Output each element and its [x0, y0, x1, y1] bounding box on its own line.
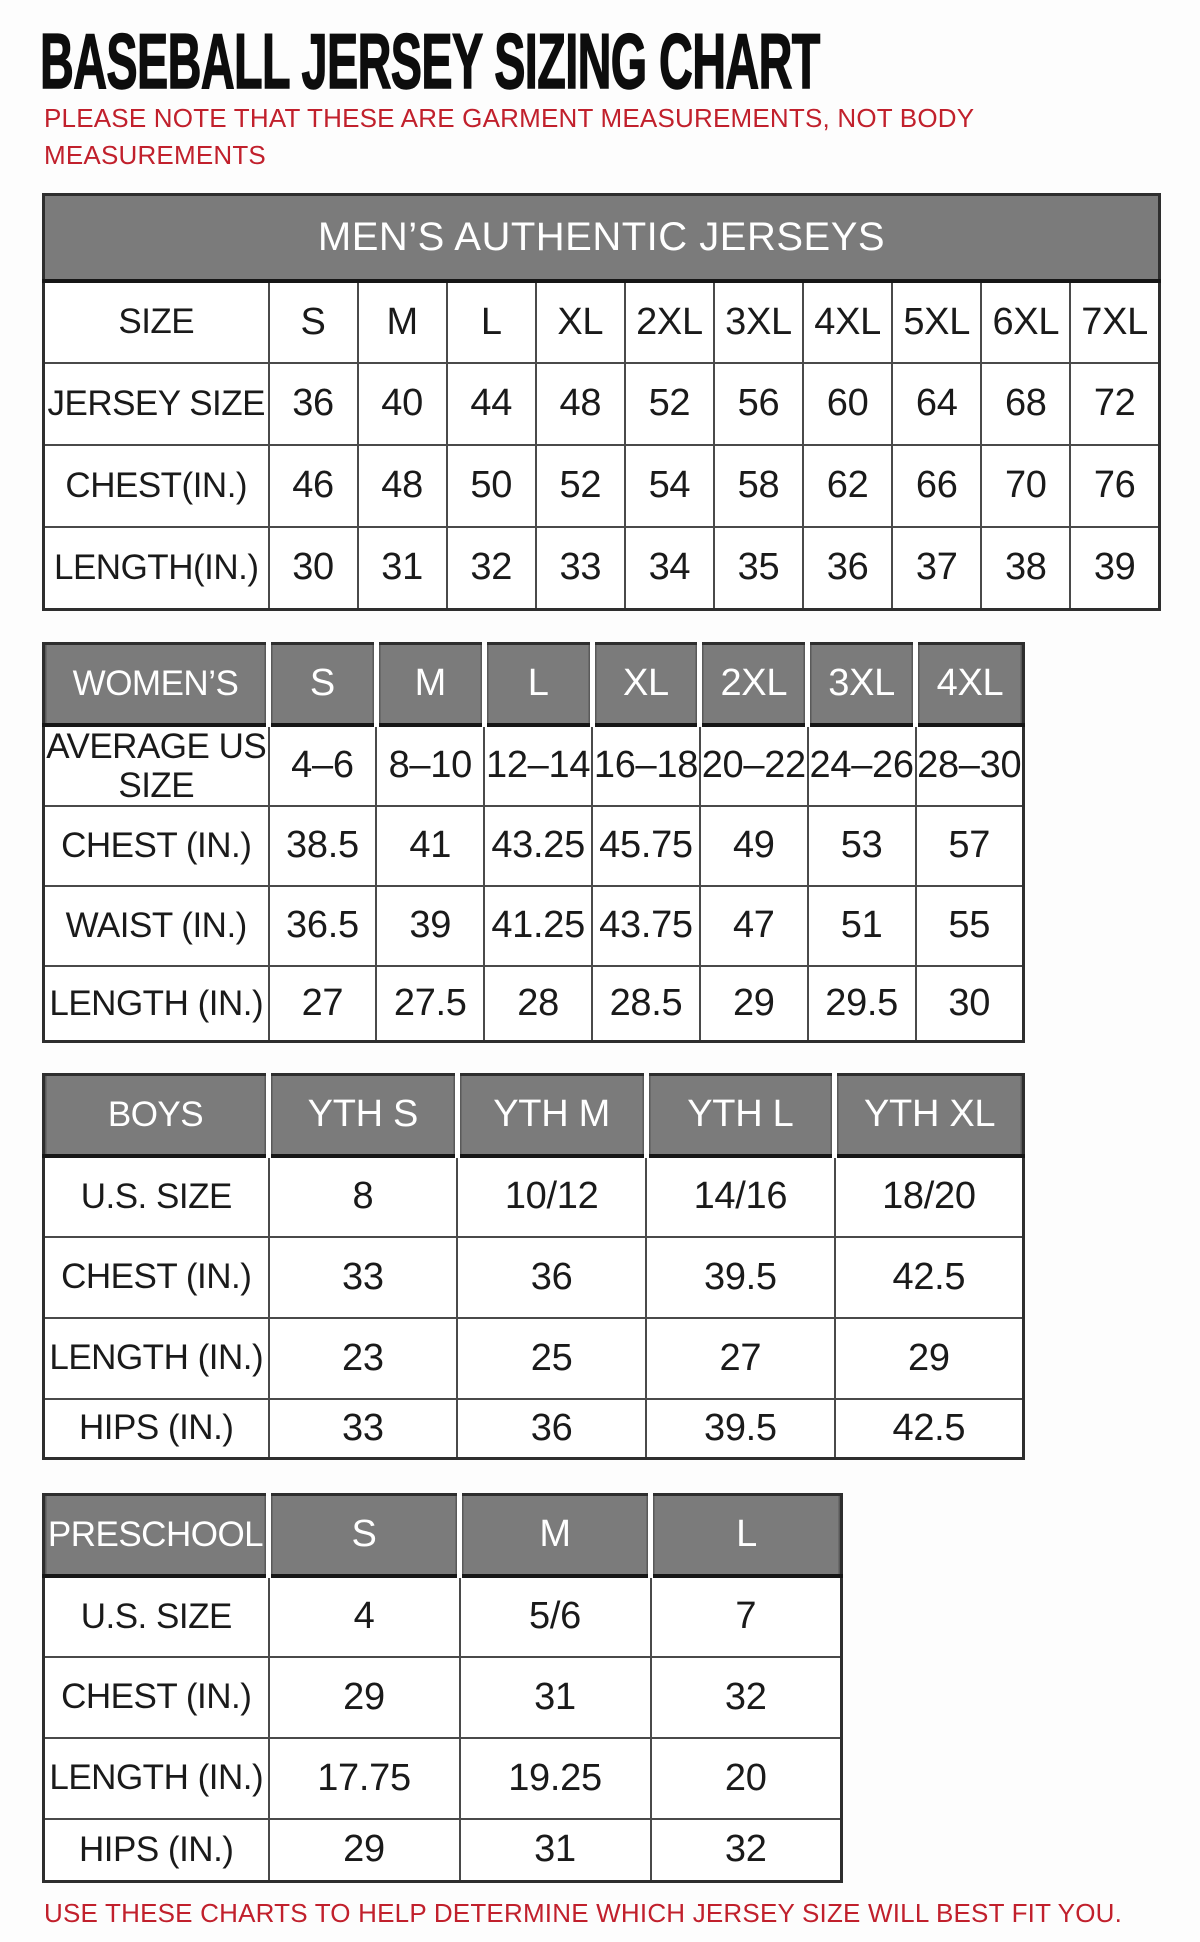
- row-label: AVERAGE US SIZE: [44, 725, 269, 806]
- col-header-cell: 3XL: [808, 644, 916, 725]
- data-cell: 32: [447, 527, 536, 610]
- measurement-note: PLEASE NOTE THAT THESE ARE GARMENT MEASUREMENTS, NOT BODY MEASUREMENTS: [44, 103, 974, 170]
- data-cell: 50: [447, 445, 536, 527]
- page-title: [40, 17, 1200, 105]
- data-cell: 49: [700, 806, 808, 886]
- data-cell: 27.5: [376, 966, 484, 1042]
- row-label: WAIST (IN.): [44, 886, 269, 966]
- table-row: [44, 527, 1160, 610]
- data-cell: 27: [646, 1318, 835, 1399]
- data-cell: 42.5: [835, 1399, 1024, 1459]
- data-cell: 54: [625, 445, 714, 527]
- data-cell: 41: [376, 806, 484, 886]
- row-label: JERSEY SIZE: [44, 363, 269, 445]
- data-cell: 45.75: [592, 806, 700, 886]
- data-cell: 66: [892, 445, 981, 527]
- data-cell: 42.5: [835, 1237, 1024, 1318]
- col-header-cell: 2XL: [700, 644, 808, 725]
- col-header-cell: M: [358, 281, 447, 363]
- data-cell: 48: [536, 363, 625, 445]
- mens-table-title: MEN’S AUTHENTIC JERSEYS: [44, 195, 1160, 281]
- table-row: [44, 1657, 842, 1738]
- data-cell: 23: [269, 1318, 458, 1399]
- data-cell: 36: [269, 363, 358, 445]
- data-cell: 31: [358, 527, 447, 610]
- row-label: LENGTH (IN.): [44, 1738, 269, 1819]
- data-cell: 28: [484, 966, 592, 1042]
- data-cell: 47: [700, 886, 808, 966]
- row-label: LENGTH(IN.): [44, 527, 269, 610]
- data-cell: 4–6: [269, 725, 377, 806]
- data-cell: 30: [916, 966, 1024, 1042]
- boys-header-row: [44, 1075, 1024, 1156]
- data-cell: 8: [269, 1156, 458, 1237]
- col-header-cell: 7XL: [1070, 281, 1159, 363]
- data-cell: 27: [269, 966, 377, 1042]
- col-header-cell: 4XL: [803, 281, 892, 363]
- data-cell: 44: [447, 363, 536, 445]
- data-cell: 52: [625, 363, 714, 445]
- data-cell: 39: [376, 886, 484, 966]
- table-row: [44, 1399, 1024, 1459]
- table-row: [44, 363, 1160, 445]
- row-label: HIPS (IN.): [44, 1819, 269, 1882]
- col-header-cell: L: [484, 644, 592, 725]
- data-cell: 56: [714, 363, 803, 445]
- row-label: LENGTH (IN.): [44, 1318, 269, 1399]
- preschool-header-row: [44, 1495, 842, 1576]
- col-header-cell: S: [269, 1495, 460, 1576]
- col-header-cell: 5XL: [892, 281, 981, 363]
- data-cell: 19.25: [460, 1738, 651, 1819]
- preschool-sizing-table: [42, 1493, 843, 1883]
- data-cell: 4: [269, 1576, 460, 1657]
- data-cell: 36.5: [269, 886, 377, 966]
- table-row: [44, 1156, 1024, 1237]
- data-cell: 29: [269, 1657, 460, 1738]
- row-label: SIZE: [44, 281, 269, 363]
- col-header-cell: L: [447, 281, 536, 363]
- data-cell: 18/20: [835, 1156, 1024, 1237]
- data-cell: 38: [981, 527, 1070, 610]
- col-header-cell: YTH XL: [835, 1075, 1024, 1156]
- table-row: [44, 1819, 842, 1882]
- data-cell: 51: [808, 886, 916, 966]
- col-header-cell: YTH S: [269, 1075, 458, 1156]
- col-header-cell: XL: [592, 644, 700, 725]
- col-header-cell: S: [269, 644, 377, 725]
- boys-sizing-table: [42, 1073, 1025, 1460]
- data-cell: 62: [803, 445, 892, 527]
- data-cell: 68: [981, 363, 1070, 445]
- data-cell: 29.5: [808, 966, 916, 1042]
- row-label: CHEST (IN.): [44, 806, 269, 886]
- data-cell: 33: [269, 1399, 458, 1459]
- data-cell: 40: [358, 363, 447, 445]
- mens-banner-row: [44, 195, 1160, 281]
- col-header-cell: 3XL: [714, 281, 803, 363]
- data-cell: 52: [536, 445, 625, 527]
- mens-sizing-table: [42, 193, 1161, 611]
- col-header-cell: L: [651, 1495, 842, 1576]
- table-row: [44, 1576, 842, 1657]
- data-cell: 14/16: [646, 1156, 835, 1237]
- col-header-cell: YTH M: [457, 1075, 646, 1156]
- data-cell: 29: [700, 966, 808, 1042]
- data-cell: 36: [803, 527, 892, 610]
- data-cell: 30: [269, 527, 358, 610]
- table-row: [44, 445, 1160, 527]
- data-cell: 7: [651, 1576, 842, 1657]
- row-label: CHEST (IN.): [44, 1237, 269, 1318]
- row-label: U.S. SIZE: [44, 1156, 269, 1237]
- data-cell: 70: [981, 445, 1070, 527]
- data-cell: 60: [803, 363, 892, 445]
- data-cell: 39.5: [646, 1399, 835, 1459]
- data-cell: 48: [358, 445, 447, 527]
- data-cell: 33: [536, 527, 625, 610]
- table-row: [44, 1237, 1024, 1318]
- data-cell: 24–26: [808, 725, 916, 806]
- data-cell: 31: [460, 1819, 651, 1882]
- col-header-cell: YTH L: [646, 1075, 835, 1156]
- data-cell: 28.5: [592, 966, 700, 1042]
- page-title-text: BASEBALL JERSEY SIZING CHART: [40, 17, 820, 105]
- row-label: CHEST (IN.): [44, 1657, 269, 1738]
- data-cell: 39: [1070, 527, 1159, 610]
- data-cell: 76: [1070, 445, 1159, 527]
- data-cell: 28–30: [916, 725, 1024, 806]
- col-header-cell: 4XL: [916, 644, 1024, 725]
- data-cell: 55: [916, 886, 1024, 966]
- data-cell: 29: [269, 1819, 460, 1882]
- data-cell: 38.5: [269, 806, 377, 886]
- row-label: U.S. SIZE: [44, 1576, 269, 1657]
- row-label: HIPS (IN.): [44, 1399, 269, 1459]
- col-header-cell: 2XL: [625, 281, 714, 363]
- data-cell: 72: [1070, 363, 1159, 445]
- data-cell: 43.75: [592, 886, 700, 966]
- col-header-cell: S: [269, 281, 358, 363]
- data-cell: 20: [651, 1738, 842, 1819]
- data-cell: 64: [892, 363, 981, 445]
- boys-table-title: BOYS: [44, 1075, 269, 1156]
- footer-note: USE THESE CHARTS TO HELP DETERMINE WHICH JERSEY SIZE WILL BEST FIT YOU.: [44, 1898, 1123, 1928]
- data-cell: 29: [835, 1318, 1024, 1399]
- data-cell: 5/6: [460, 1576, 651, 1657]
- data-cell: 33: [269, 1237, 458, 1318]
- table-row: [44, 725, 1024, 806]
- table-row: [44, 966, 1024, 1042]
- col-header-cell: M: [460, 1495, 651, 1576]
- data-cell: 20–22: [700, 725, 808, 806]
- data-cell: 53: [808, 806, 916, 886]
- data-cell: 35: [714, 527, 803, 610]
- data-cell: 12–14: [484, 725, 592, 806]
- womens-sizing-table: [42, 642, 1025, 1043]
- data-cell: 32: [651, 1819, 842, 1882]
- col-header-cell: 6XL: [981, 281, 1070, 363]
- row-label: CHEST(IN.): [44, 445, 269, 527]
- col-header-cell: M: [376, 644, 484, 725]
- data-cell: 10/12: [457, 1156, 646, 1237]
- womens-table-title: WOMEN’S: [44, 644, 269, 725]
- data-cell: 57: [916, 806, 1024, 886]
- womens-header-row: [44, 644, 1024, 725]
- data-cell: 39.5: [646, 1237, 835, 1318]
- data-cell: 32: [651, 1657, 842, 1738]
- data-cell: 36: [457, 1399, 646, 1459]
- data-cell: 58: [714, 445, 803, 527]
- row-label: LENGTH (IN.): [44, 966, 269, 1042]
- table-row: [44, 886, 1024, 966]
- table-row: [44, 1738, 842, 1819]
- preschool-table-title: PRESCHOOL: [44, 1495, 269, 1576]
- col-header-cell: XL: [536, 281, 625, 363]
- table-row: [44, 1318, 1024, 1399]
- data-cell: 17.75: [269, 1738, 460, 1819]
- mens-header-row: [44, 281, 1160, 363]
- data-cell: 25: [457, 1318, 646, 1399]
- data-cell: 31: [460, 1657, 651, 1738]
- data-cell: 46: [269, 445, 358, 527]
- data-cell: 37: [892, 527, 981, 610]
- data-cell: 16–18: [592, 725, 700, 806]
- data-cell: 41.25: [484, 886, 592, 966]
- data-cell: 36: [457, 1237, 646, 1318]
- data-cell: 34: [625, 527, 714, 610]
- data-cell: 43.25: [484, 806, 592, 886]
- table-row: [44, 806, 1024, 886]
- data-cell: 8–10: [376, 725, 484, 806]
